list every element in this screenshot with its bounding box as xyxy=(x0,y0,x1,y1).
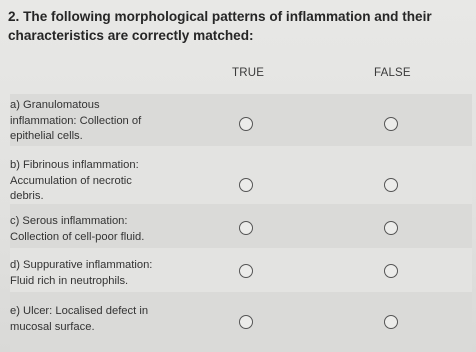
radio-false-d[interactable] xyxy=(384,264,398,278)
statement-row-e xyxy=(10,292,472,352)
radio-false-c[interactable] xyxy=(384,221,398,235)
statement-row-a xyxy=(10,94,472,146)
radio-true-e[interactable] xyxy=(239,315,253,329)
statement-row-d xyxy=(10,248,472,292)
statement-label: a) Granulomatous inflammation: Collection of epithelial cells. xyxy=(10,99,142,143)
true-column-header: TRUE xyxy=(232,67,265,79)
statement-label: e) Ulcer: Localised defect in mucosal surface. xyxy=(10,305,149,333)
statement-row-c xyxy=(10,204,472,248)
radio-true-c[interactable] xyxy=(239,221,253,235)
radio-true-a[interactable] xyxy=(239,117,253,131)
question-text: 2. The following morphological patterns of inflammation and their characteristics are correctly matched: xyxy=(8,9,432,43)
statement-label: b) Fibrinous inflammation: Accumulation of necrotic debris. xyxy=(10,159,139,203)
true-false-table xyxy=(10,94,472,352)
radio-false-a[interactable] xyxy=(384,117,398,131)
radio-false-e[interactable] xyxy=(384,315,398,329)
radio-true-d[interactable] xyxy=(239,264,253,278)
false-column-header: FALSE xyxy=(374,67,411,79)
statement-label: c) Serous inflammation: Collection of cell-poor fluid. xyxy=(10,215,145,243)
radio-false-b[interactable] xyxy=(384,178,398,192)
statement-row-b xyxy=(10,146,472,204)
statement-label: d) Suppurative inflammation: Fluid rich in neutrophils. xyxy=(10,259,153,287)
radio-true-b[interactable] xyxy=(239,178,253,192)
